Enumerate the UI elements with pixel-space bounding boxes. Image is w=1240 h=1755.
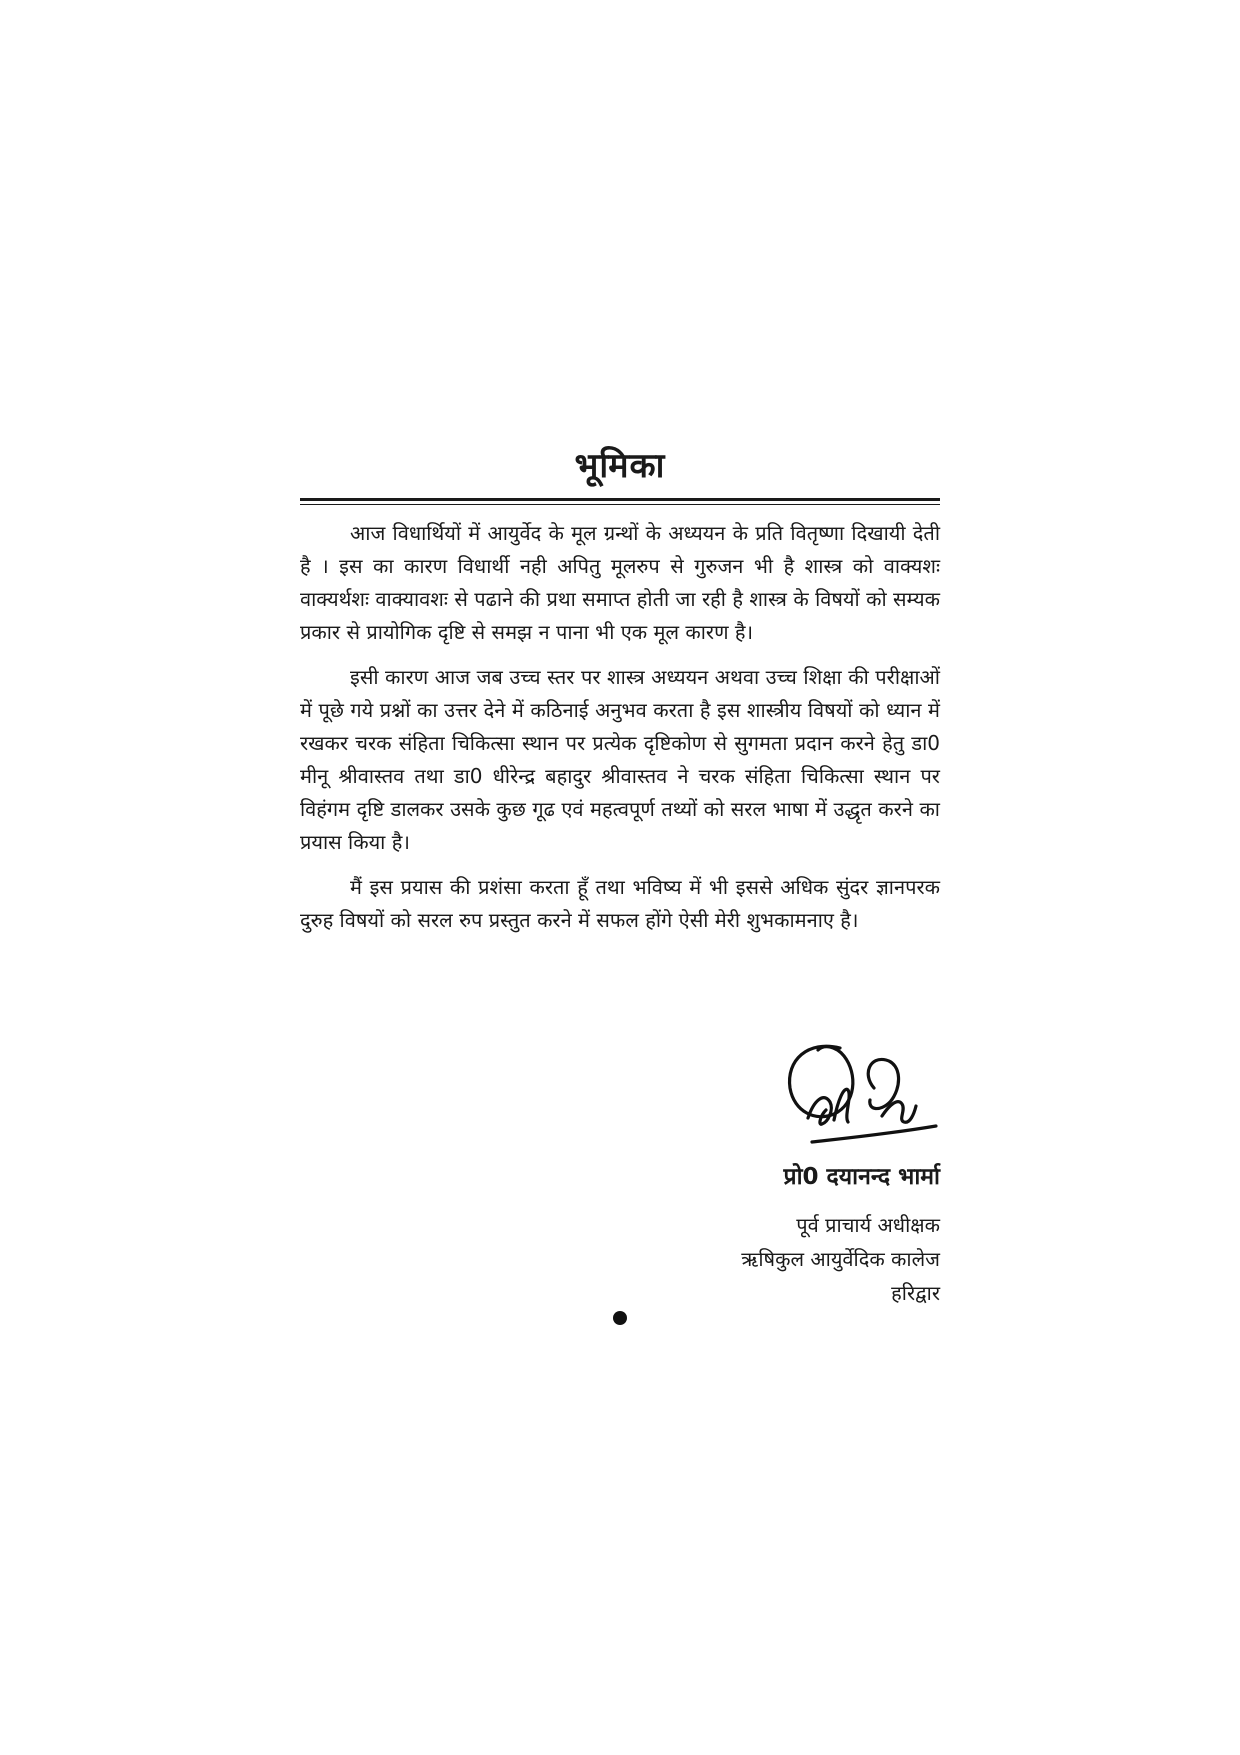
signatory-designation: पूर्व प्राचार्य अधीक्षक	[796, 1213, 940, 1237]
title-double-rule	[300, 498, 940, 505]
signatory-name: प्रो0 दयानन्द भार्मा	[783, 1164, 940, 1190]
paragraph-1: आज विधार्थियों में आयुर्वेद के मूल ग्रन्थों के अध्ययन के प्रति वितृष्णा दिखायी देती है । इस का कारण विधार्थी नही अपितु मूलरुप से गुरुजन भी है शास्त्र को वाक्यशः वाक्यर्थशः वाक्यावशः से पढाने की प्रथा समाप्त होती जा रही है शास्त्र के विषयों को सम्यक प्रकार से प्रायोगिक दृष्टि से समझ न पाना भी एक मूल कारण है।	[300, 521, 940, 644]
signatory-institution: ऋषिकुल आयुर्वेदिक कालेज	[741, 1247, 940, 1271]
signatory-block	[741, 1160, 940, 1310]
paragraph-3: मैं इस प्रयास की प्रशंसा करता हूँ तथा भविष्य में भी इससे अधिक सुंदर ज्ञानपरक दुरुह विषयों को सरल रुप प्रस्तुत करने में सफल होंगे ऐसी मेरी शुभकामनाए है।	[300, 875, 940, 932]
bullet-dot-icon	[613, 1311, 627, 1325]
preface-body	[300, 517, 940, 937]
handwritten-signature-icon	[778, 1030, 948, 1150]
signatory-city: हरिद्वार	[891, 1281, 940, 1305]
preface-section	[300, 440, 940, 949]
page-title: भूमिका	[574, 446, 666, 486]
paragraph-2: इसी कारण आज जब उच्च स्तर पर शास्त्र अध्ययन अथवा उच्च शिक्षा की परीक्षाओं में पूछे गये प्रश्नों का उत्तर देने में कठिनाई अनुभव करता है इस शास्त्रीय विषयों को ध्यान में रखकर चरक संहिता चिकित्सा स्थान पर प्रत्येक दृष्टिकोण से सुगमता प्रदान करने हेतु डा0 मीनू श्रीवास्तव तथा डा0 धीरेन्द्र बहादुर श्रीवास्तव ने चरक संहिता चिकित्सा स्थान पर विहंगम दृष्टि डालकर उसके कुछ गूढ एवं महत्वपूर्ण तथ्यों को सरल भाषा में उद्धृत करने का प्रयास किया है।	[300, 665, 940, 854]
